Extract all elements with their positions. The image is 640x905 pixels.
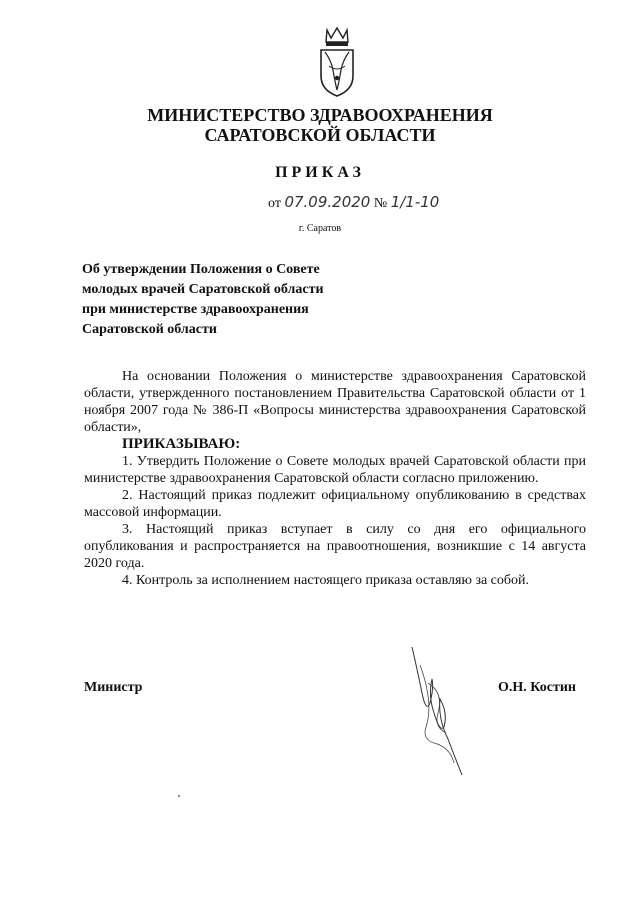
- order-item-2: 2. Настоящий приказ подлежит официальному опубликованию в средствах массовой информации.: [84, 488, 586, 520]
- handwritten-signature: [404, 643, 474, 783]
- ministry-title-line2: САРАТОВСКОЙ ОБЛАСТИ: [204, 125, 436, 145]
- order-title: ПРИКАЗ: [275, 164, 365, 181]
- order-item-3: 3. Настоящий приказ вступает в силу со дня его официального опубликования и распространяется на правоотношения, возникшие с 14 августа 2020 года.: [84, 522, 586, 571]
- date-prefix: от: [268, 196, 281, 211]
- number-prefix: №: [373, 196, 388, 211]
- order-date: 07.09.2020: [284, 193, 371, 211]
- subject-line: Саратовской области: [82, 322, 217, 337]
- scan-speck: [178, 795, 180, 797]
- signatory-position: Министр: [84, 680, 143, 695]
- ministry-title-line1: МИНИСТЕРСТВО ЗДРАВООХРАНЕНИЯ: [147, 105, 493, 125]
- signatory-name: О.Н. Костин: [498, 680, 576, 695]
- coat-of-arms-icon: [317, 26, 357, 98]
- subject-line: при министерстве здравоохранения: [82, 302, 309, 317]
- order-date-line: [268, 193, 439, 212]
- order-body: [84, 368, 586, 589]
- preamble-paragraph: На основании Положения о министерстве здравоохранения Саратовской области, утвержденного постановлением Правительства Саратовской области от 1 ноября 2007 года № 386-П «Вопросы министерства здравоохранения Саратовской области»,: [84, 369, 586, 435]
- city: г. Саратов: [298, 223, 342, 234]
- order-number: 1/1-10: [390, 193, 440, 211]
- order-subject: [82, 260, 372, 340]
- order-item-1: 1. Утвердить Положение о Совете молодых врачей Саратовской области при министерстве здравоохранения Саратовской области согласно приложению.: [84, 454, 586, 486]
- subject-line: молодых врачей Саратовской области: [82, 282, 324, 297]
- order-item-4: 4. Контроль за исполнением настоящего приказа оставляю за собой.: [122, 573, 530, 588]
- order-word: ПРИКАЗЫВАЮ:: [122, 436, 241, 452]
- subject-line: Об утверждении Положения о Совете: [82, 262, 320, 277]
